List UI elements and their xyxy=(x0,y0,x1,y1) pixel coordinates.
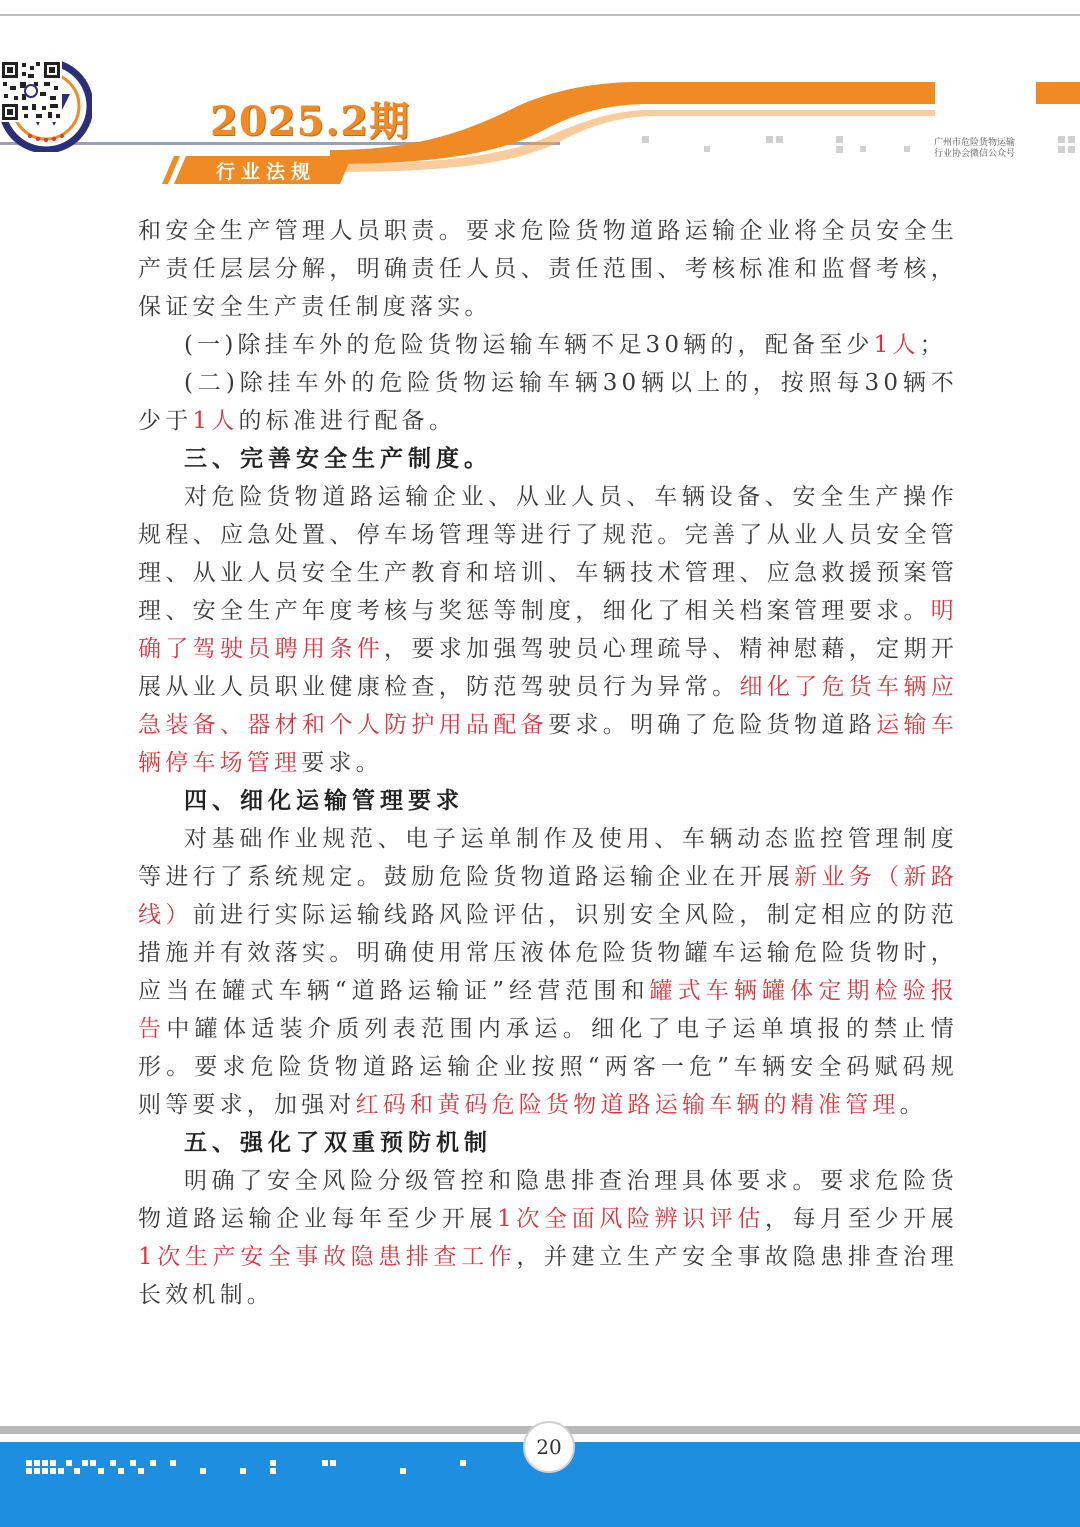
highlight-text: 红码和黄码危险货物道路运输车辆的精准管理 xyxy=(355,1092,900,1118)
paragraph-1 xyxy=(138,212,958,326)
page-footer xyxy=(0,1418,1080,1527)
paragraph-text: 对危险货物道路运输企业、从业人员、车辆设备、安全生产操作规程、应急处置、停车场管理等进行了规范。完善了从业人员安全管理、从业人员安全生产教育和培训、车辆技术管理、应急救援预案管理、安全生产年度考核与奖惩等制度，细化了相关档案管理要求。 xyxy=(138,484,958,624)
top-rule xyxy=(0,14,1080,16)
paragraph-text: 。 xyxy=(899,1092,927,1118)
paragraph-text: (二)除挂车外的危险货物运输车辆30辆以上的，按照每30辆不少于 xyxy=(138,370,958,434)
paragraph-text: 和安全生产管理人员职责。要求危险货物道路运输企业将全员安全生产责任层层分解，明确责任人员、责任范围、考核标准和监督考核，保证安全生产责任制度落实。 xyxy=(138,218,958,320)
highlight-text: 新业务（新路线） xyxy=(138,864,958,928)
paragraph-3 xyxy=(138,364,958,440)
page-number: 20 xyxy=(523,1421,575,1473)
paragraph-5 xyxy=(138,820,958,1124)
qr-code-icon xyxy=(0,60,62,122)
paragraph-text: 前进行实际运输线路风险评估，识别安全风险，制定相应的防范措施并有效落实。明确使用常压液体危险货物罐车运输危险货物时，应当在罐式车辆“道路运输证”经营范围和 xyxy=(138,902,958,1004)
qr-caption-line1: 广州市危险货物运输 xyxy=(934,138,1016,148)
paragraph-text: ，每月至少开展 xyxy=(765,1206,958,1232)
paragraph-2 xyxy=(138,326,958,364)
highlight-text: 细化了危货车辆应急装备、器材和个人防护用品配备 xyxy=(138,674,958,738)
highlight-text: 明确了驾驶员聘用条件 xyxy=(138,598,958,662)
paragraph-text: 要求。明确了危险货物道路 xyxy=(548,712,877,738)
highlight-text: 罐式车辆罐体定期检验报告 xyxy=(138,978,958,1042)
qr-caption xyxy=(934,138,1038,160)
paragraph-text: 中罐体适装介质列表范围内承运。细化了电子运单填报的禁止情形。要求危险货物道路运输企业按照“两客一危”车辆安全码赋码规则等要求，加强对 xyxy=(138,1016,959,1118)
highlight-text: 1人 xyxy=(192,408,239,434)
header-banner-graphic xyxy=(0,60,1080,200)
paragraph-text: (一)除挂车外的危险货物运输车辆不足30辆的，配备至少 xyxy=(184,332,874,358)
paragraph-text: ，要求加强驾驶员心理疏导、精神慰藉，定期开展从业人员职业健康检查，防范驾驶员行为异常。 xyxy=(138,636,958,700)
paragraph-text: 要求。 xyxy=(301,750,383,776)
highlight-text: 1人 xyxy=(873,332,920,358)
highlight-text: 1次生产安全事故隐患排查工作 xyxy=(138,1244,517,1270)
highlight-text: 运输车辆停车场管理 xyxy=(138,712,958,776)
paragraph-text: ，并建立生产安全事故隐患排查治理长效机制。 xyxy=(138,1244,958,1308)
section-tag: 行业法规 xyxy=(215,160,316,183)
section-heading-3: 三、完善安全生产制度。 xyxy=(184,445,492,472)
issue-number: 2025.2期 xyxy=(210,98,411,145)
paragraph-text: 明确了安全风险分级管控和隐患排查治理具体要求。要求危险货物道路运输企业每年至少开展 xyxy=(138,1168,958,1232)
qr-caption-line2: 行业协会微信公众号 xyxy=(934,149,1016,159)
highlight-text: 1次全面风险辨识评估 xyxy=(497,1206,766,1232)
paragraph-text: 的标准进行配备。 xyxy=(238,408,457,434)
page-header xyxy=(0,60,1080,200)
paragraph-text: ； xyxy=(919,332,947,358)
section-heading-4: 四、细化运输管理要求 xyxy=(184,787,464,814)
section-heading-5: 五、强化了双重预防机制 xyxy=(184,1129,492,1156)
article-body xyxy=(138,212,958,1314)
paragraph-6 xyxy=(138,1162,958,1314)
paragraph-text: 对基础作业规范、电子运单制作及使用、车辆动态监控管理制度等进行了系统规定。鼓励危险货物道路运输企业在开展 xyxy=(138,826,958,890)
paragraph-4 xyxy=(138,478,958,782)
